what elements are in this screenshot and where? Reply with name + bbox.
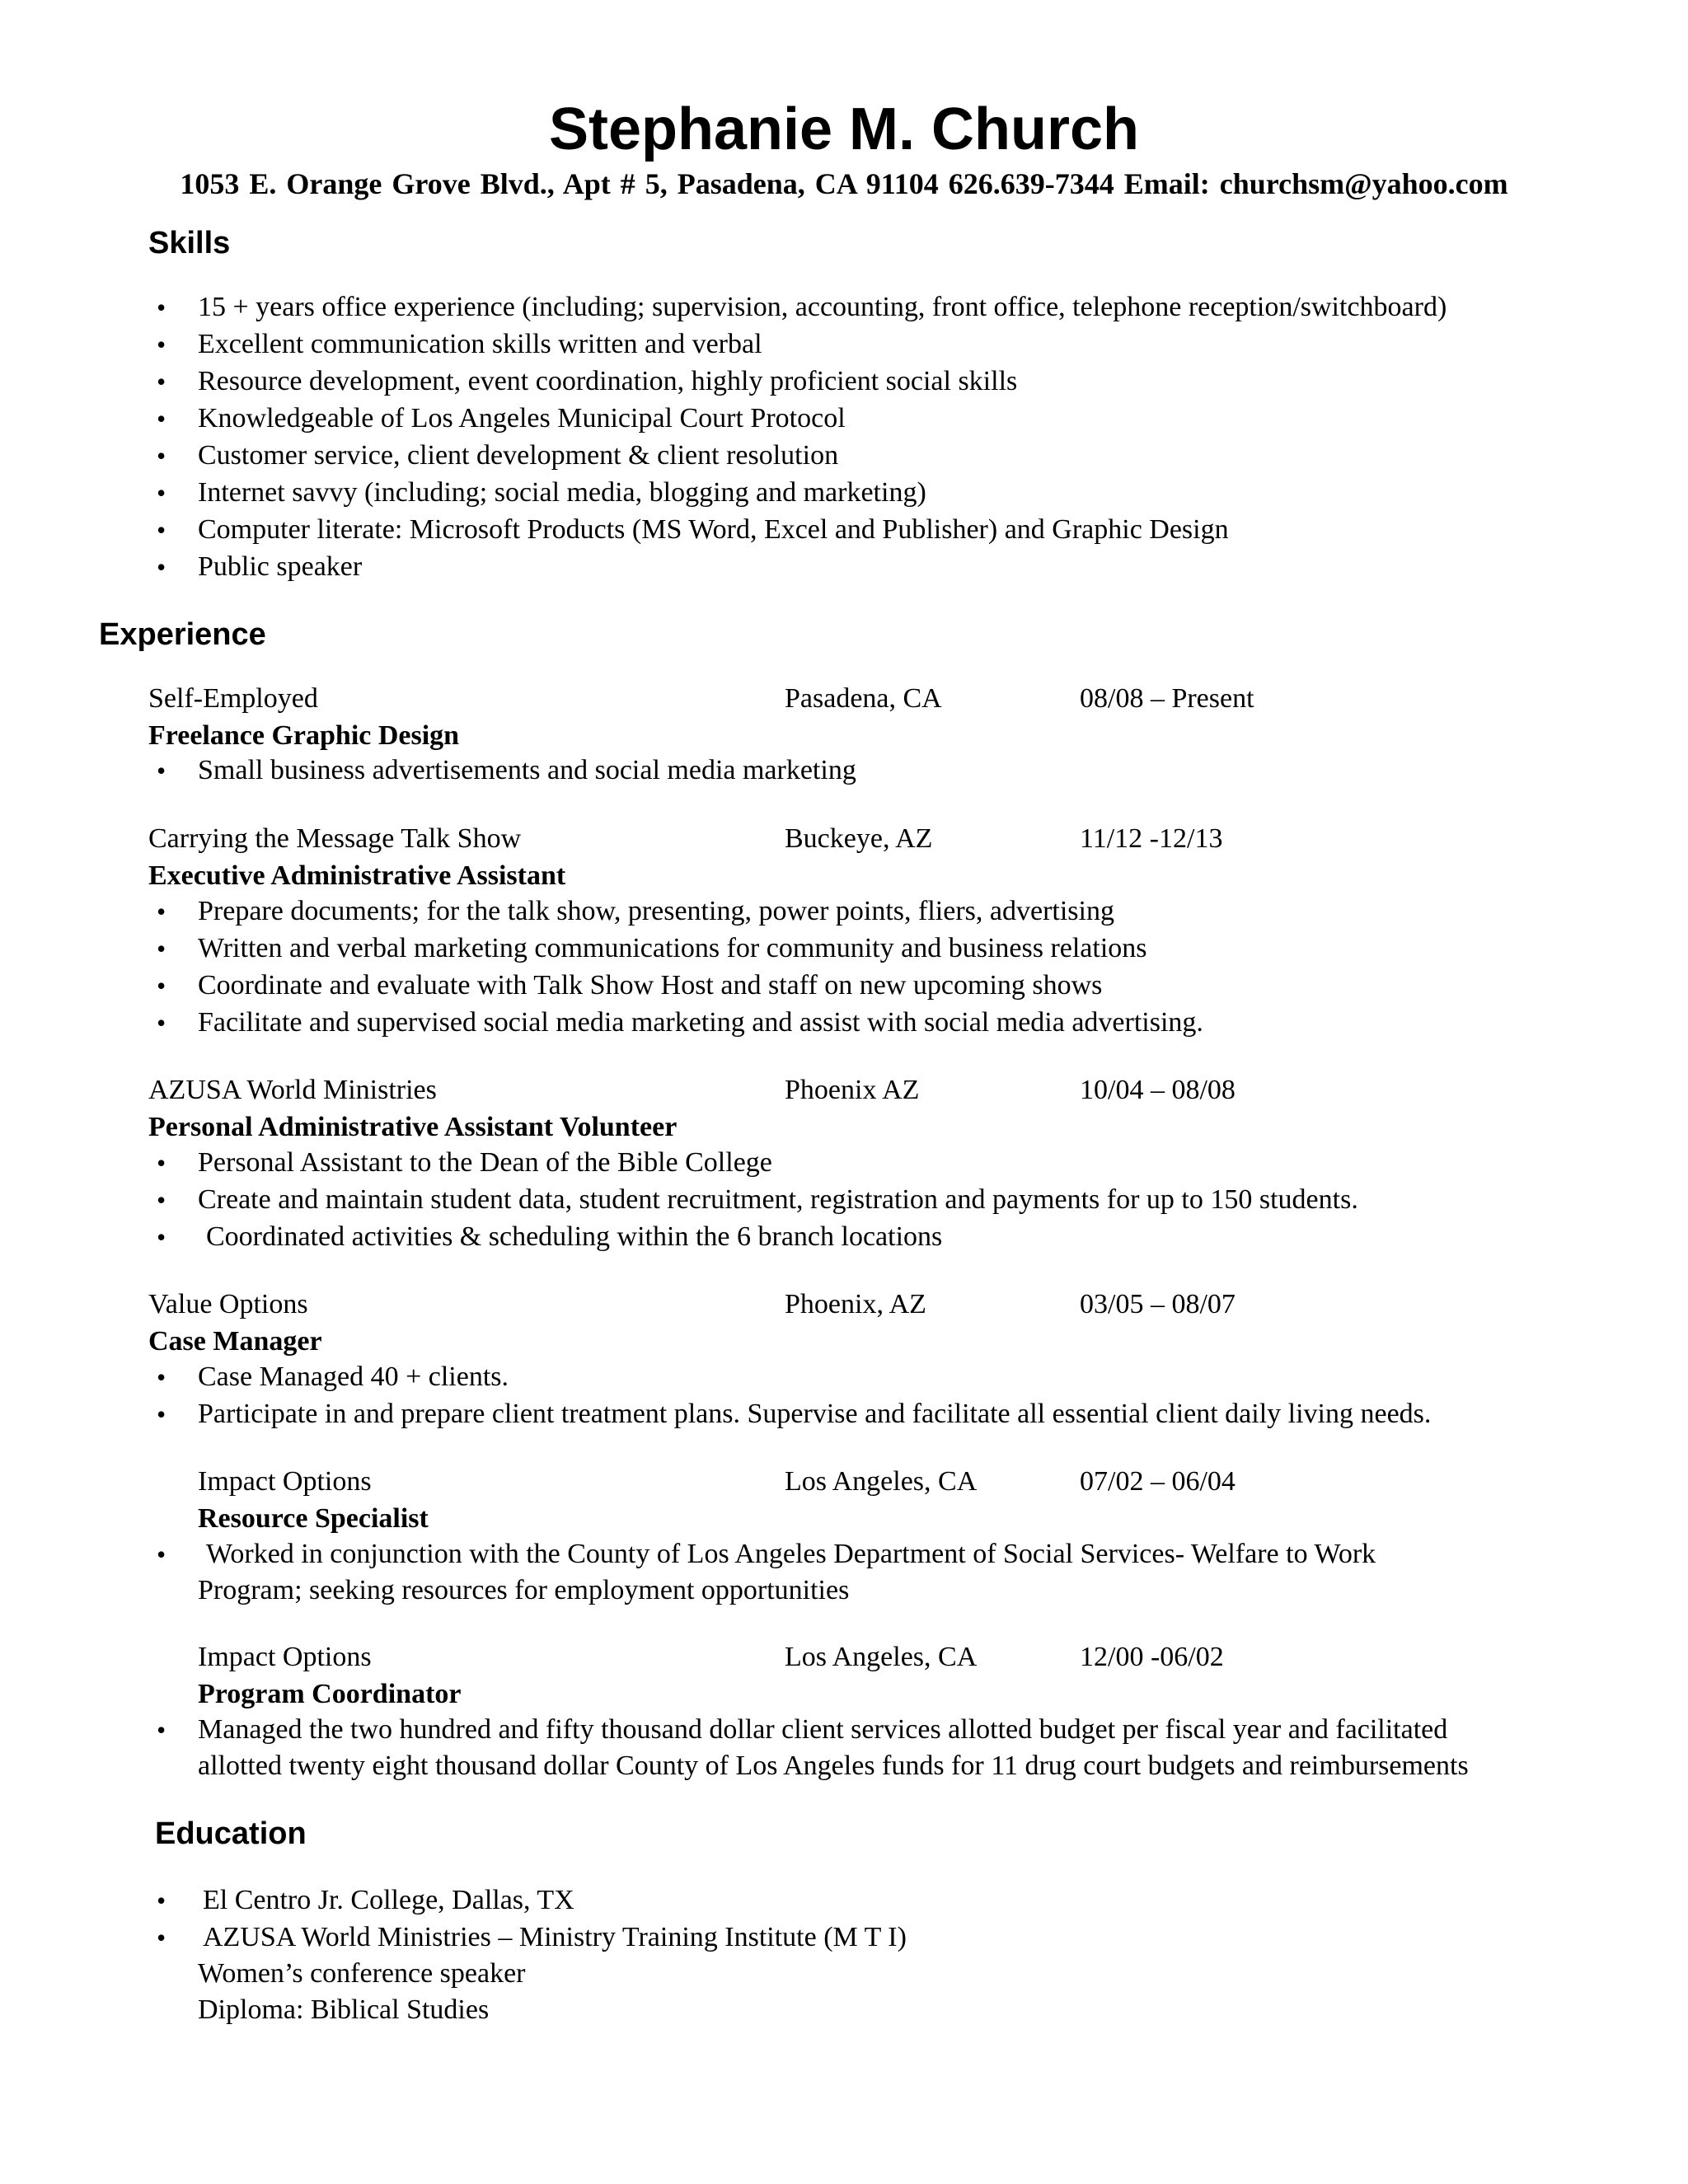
- contact-line: 1053 E. Orange Grove Blvd., Apt # 5, Pasadena, CA 91104 626.639-7344 Email: churchsm@yahoo.com: [180, 167, 1508, 200]
- job-dates: 11/12 -12/13: [1080, 823, 1223, 854]
- job-dates: 03/05 – 08/07: [1080, 1289, 1236, 1319]
- bullet-icon: •: [157, 404, 166, 434]
- job-bullet: Create and maintain student data, student recruitment, registration and payments for up to 150 students.: [198, 1184, 1358, 1215]
- bullet-icon: •: [157, 1399, 166, 1429]
- bullet-icon: •: [157, 1715, 166, 1745]
- job-employer: AZUSA World Ministries: [148, 1075, 437, 1105]
- job-employer: Impact Options: [198, 1466, 372, 1497]
- education-detail: Women’s conference speaker: [198, 1958, 526, 1989]
- skill-item: Customer service, client development & client resolution: [198, 440, 839, 471]
- job-bullet: Coordinate and evaluate with Talk Show Host and staff on new upcoming shows: [198, 970, 1103, 1001]
- job-bullet-continuation: allotted twenty eight thousand dollar County of Los Angeles funds for 11 drug court budgets and reimbursements: [198, 1750, 1469, 1781]
- job-bullet-continuation: Program; seeking resources for employment opportunities: [198, 1575, 850, 1605]
- job-employer: Value Options: [148, 1289, 308, 1319]
- bullet-icon: •: [157, 934, 166, 963]
- bullet-icon: •: [157, 441, 166, 471]
- job-dates: 07/02 – 06/04: [1080, 1466, 1236, 1497]
- job-dates: 08/08 – Present: [1080, 683, 1254, 714]
- job-bullet: Worked in conjunction with the County of Los Angeles Department of Social Services- Welfare to Work: [206, 1539, 1376, 1569]
- skill-item: Internet savvy (including; social media, blogging and marketing): [198, 477, 926, 508]
- job-bullet: Coordinated activities & scheduling within the 6 branch locations: [206, 1221, 943, 1252]
- bullet-icon: •: [157, 1362, 166, 1392]
- job-bullet: Small business advertisements and social media marketing: [198, 755, 856, 785]
- skill-item: Excellent communication skills written and verbal: [198, 329, 762, 359]
- education-detail: Diploma: Biblical Studies: [198, 1994, 490, 2025]
- job-title: Resource Specialist: [198, 1503, 429, 1534]
- job-dates: 10/04 – 08/08: [1080, 1075, 1236, 1105]
- bullet-icon: •: [157, 552, 166, 582]
- education-item: AZUSA World Ministries – Ministry Training Institute (M T I): [203, 1922, 907, 1952]
- skill-item: Knowledgeable of Los Angeles Municipal Court Protocol: [198, 403, 846, 434]
- skill-item: Public speaker: [198, 551, 363, 582]
- bullet-icon: •: [157, 330, 166, 359]
- skill-item: 15 + years office experience (including; supervision, accounting, front office, telephone reception/switchboard): [198, 292, 1447, 322]
- job-bullet: Facilitate and supervised social media marketing and assist with social media advertising.: [198, 1007, 1203, 1038]
- bullet-icon: •: [157, 293, 166, 322]
- bullet-icon: •: [157, 756, 166, 785]
- skills-heading: Skills: [148, 226, 231, 260]
- education-item: El Centro Jr. College, Dallas, TX: [203, 1885, 574, 1915]
- skill-item: Computer literate: Microsoft Products (MS Word, Excel and Publisher) and Graphic Design: [198, 514, 1229, 545]
- bullet-icon: •: [157, 1008, 166, 1038]
- job-title: Executive Administrative Assistant: [148, 860, 566, 891]
- bullet-icon: •: [157, 515, 166, 545]
- job-location: Los Angeles, CA: [785, 1466, 978, 1497]
- job-location: Los Angeles, CA: [785, 1642, 978, 1672]
- bullet-icon: •: [157, 1185, 166, 1215]
- job-employer: Carrying the Message Talk Show: [148, 823, 522, 854]
- bullet-icon: •: [157, 1148, 166, 1178]
- job-location: Buckeye, AZ: [785, 823, 933, 854]
- job-location: Phoenix, AZ: [785, 1289, 926, 1319]
- bullet-icon: •: [157, 971, 166, 1001]
- job-bullet: Participate in and prepare client treatment plans. Supervise and facilitate all essential client daily living needs.: [198, 1399, 1432, 1429]
- job-dates: 12/00 -06/02: [1080, 1642, 1224, 1672]
- job-employer: Self-Employed: [148, 683, 318, 714]
- bullet-icon: •: [157, 1886, 166, 1915]
- experience-heading: Experience: [99, 617, 266, 652]
- bullet-icon: •: [157, 1222, 166, 1252]
- job-employer: Impact Options: [198, 1642, 372, 1672]
- job-bullet: Personal Assistant to the Dean of the Bible College: [198, 1147, 772, 1178]
- bullet-icon: •: [157, 367, 166, 396]
- bullet-icon: •: [157, 478, 166, 508]
- job-title: Personal Administrative Assistant Volunteer: [148, 1112, 678, 1142]
- resume-name: Stephanie M. Church: [548, 96, 1140, 162]
- job-location: Pasadena, CA: [785, 683, 942, 714]
- job-title: Freelance Graphic Design: [148, 720, 460, 751]
- bullet-icon: •: [157, 1540, 166, 1569]
- education-heading: Education: [155, 1816, 307, 1851]
- job-bullet: Written and verbal marketing communications for community and business relations: [198, 933, 1147, 963]
- job-bullet: Prepare documents; for the talk show, presenting, power points, fliers, advertising: [198, 896, 1114, 926]
- skill-item: Resource development, event coordination, highly proficient social skills: [198, 366, 1018, 396]
- job-title: Case Manager: [148, 1326, 322, 1357]
- bullet-icon: •: [157, 1923, 166, 1952]
- job-location: Phoenix AZ: [785, 1075, 920, 1105]
- job-bullet: Case Managed 40 + clients.: [198, 1361, 509, 1392]
- job-bullet: Managed the two hundred and fifty thousand dollar client services allotted budget per fiscal year and facilitated: [198, 1714, 1448, 1745]
- bullet-icon: •: [157, 897, 166, 926]
- job-title: Program Coordinator: [198, 1679, 462, 1709]
